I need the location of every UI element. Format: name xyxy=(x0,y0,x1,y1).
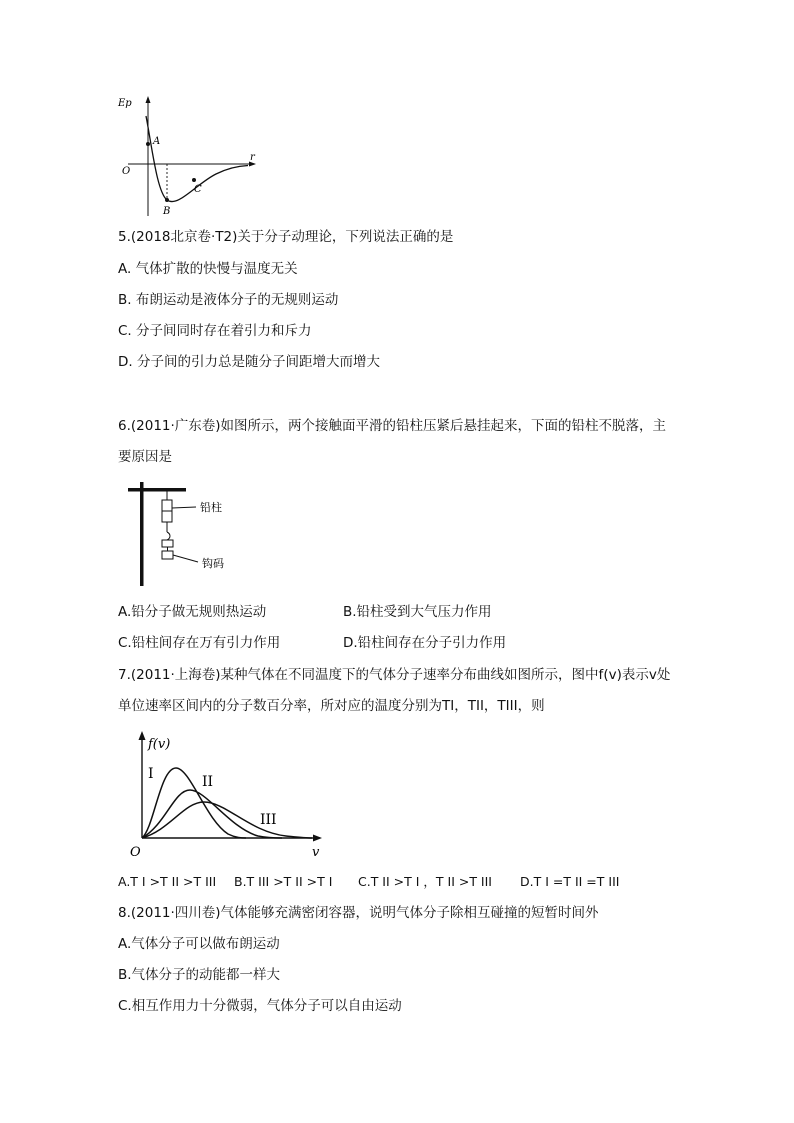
q6-option-c: C.铅柱间存在万有引力作用 xyxy=(118,635,281,651)
q6-stem-line1: 6.(2011·广东卷)如图所示，两个接触面平滑的铅柱压紧后悬挂起来，下面的铅柱不脱落，主 xyxy=(118,418,667,434)
q8-option-a: A.气体分子可以做布朗运动 xyxy=(118,936,280,952)
q7-option-a: A.T I >T II >T III xyxy=(118,874,217,889)
q7-stem-line1: 7.(2011·上海卷)某种气体在不同温度下的气体分子速率分布曲线如图所示，图中f(v)表示v处 xyxy=(118,667,671,683)
ep-r-figure xyxy=(112,92,262,218)
ep-axis-label: Ep xyxy=(118,98,132,109)
curve-ii-label: II xyxy=(202,774,214,790)
q7-option-b: B.T III >T II >T I xyxy=(234,874,333,889)
curve-iii-label: III xyxy=(260,812,277,828)
q5-option-d: D. 分子间的引力总是随分子间距增大而增大 xyxy=(118,354,380,370)
r-axis-label: r xyxy=(250,152,255,163)
q8-stem: 8.(2011·四川卷)气体能够充满密闭容器，说明气体分子除相互碰撞的短暂时间外 xyxy=(118,905,599,921)
q6-stem-line2: 要原因是 xyxy=(118,449,172,465)
q5-option-b: B. 布朗运动是液体分子的无规则运动 xyxy=(118,292,339,308)
q5-option-a: A. 气体扩散的快慢与温度无关 xyxy=(118,261,298,277)
point-b-label: B xyxy=(163,206,171,217)
f-v-axis-label: f(v) xyxy=(148,737,171,752)
q7-stem-line2: 单位速率区间内的分子数百分率，所对应的温度分别为TI，TII，TIII，则 xyxy=(118,698,545,714)
point-a-label: A xyxy=(153,136,161,147)
q7-option-c: C.T II >T I ，T II >T III xyxy=(358,874,492,889)
q5-option-c: C. 分子间同时存在着引力和斥力 xyxy=(118,323,312,339)
origin-label: O xyxy=(122,166,131,177)
lead-cylinder-label: 铅柱 xyxy=(200,501,222,514)
q8-option-c: C.相互作用力十分微弱，气体分子可以自由运动 xyxy=(118,998,402,1014)
q6-option-b: B.铅柱受到大气压力作用 xyxy=(343,604,492,620)
q5-stem: 5.(2018北京卷·T2)关于分子动理论，下列说法正确的是 xyxy=(118,229,454,245)
q6-option-a: A.铅分子做无规则热运动 xyxy=(118,604,267,620)
curve-i-label: I xyxy=(148,766,154,782)
v-axis-label: v xyxy=(312,845,320,860)
speed-distribution-figure xyxy=(126,728,330,860)
weight-label: 钩码 xyxy=(202,557,224,570)
point-c-label: C xyxy=(194,184,202,195)
q7-option-d: D.T I =T II =T III xyxy=(520,874,620,889)
q6-option-d: D.铅柱间存在分子引力作用 xyxy=(343,635,507,651)
lead-cylinder-figure xyxy=(126,480,246,588)
q8-option-b: B.气体分子的动能都一样大 xyxy=(118,967,281,983)
origin-label: O xyxy=(130,845,141,860)
